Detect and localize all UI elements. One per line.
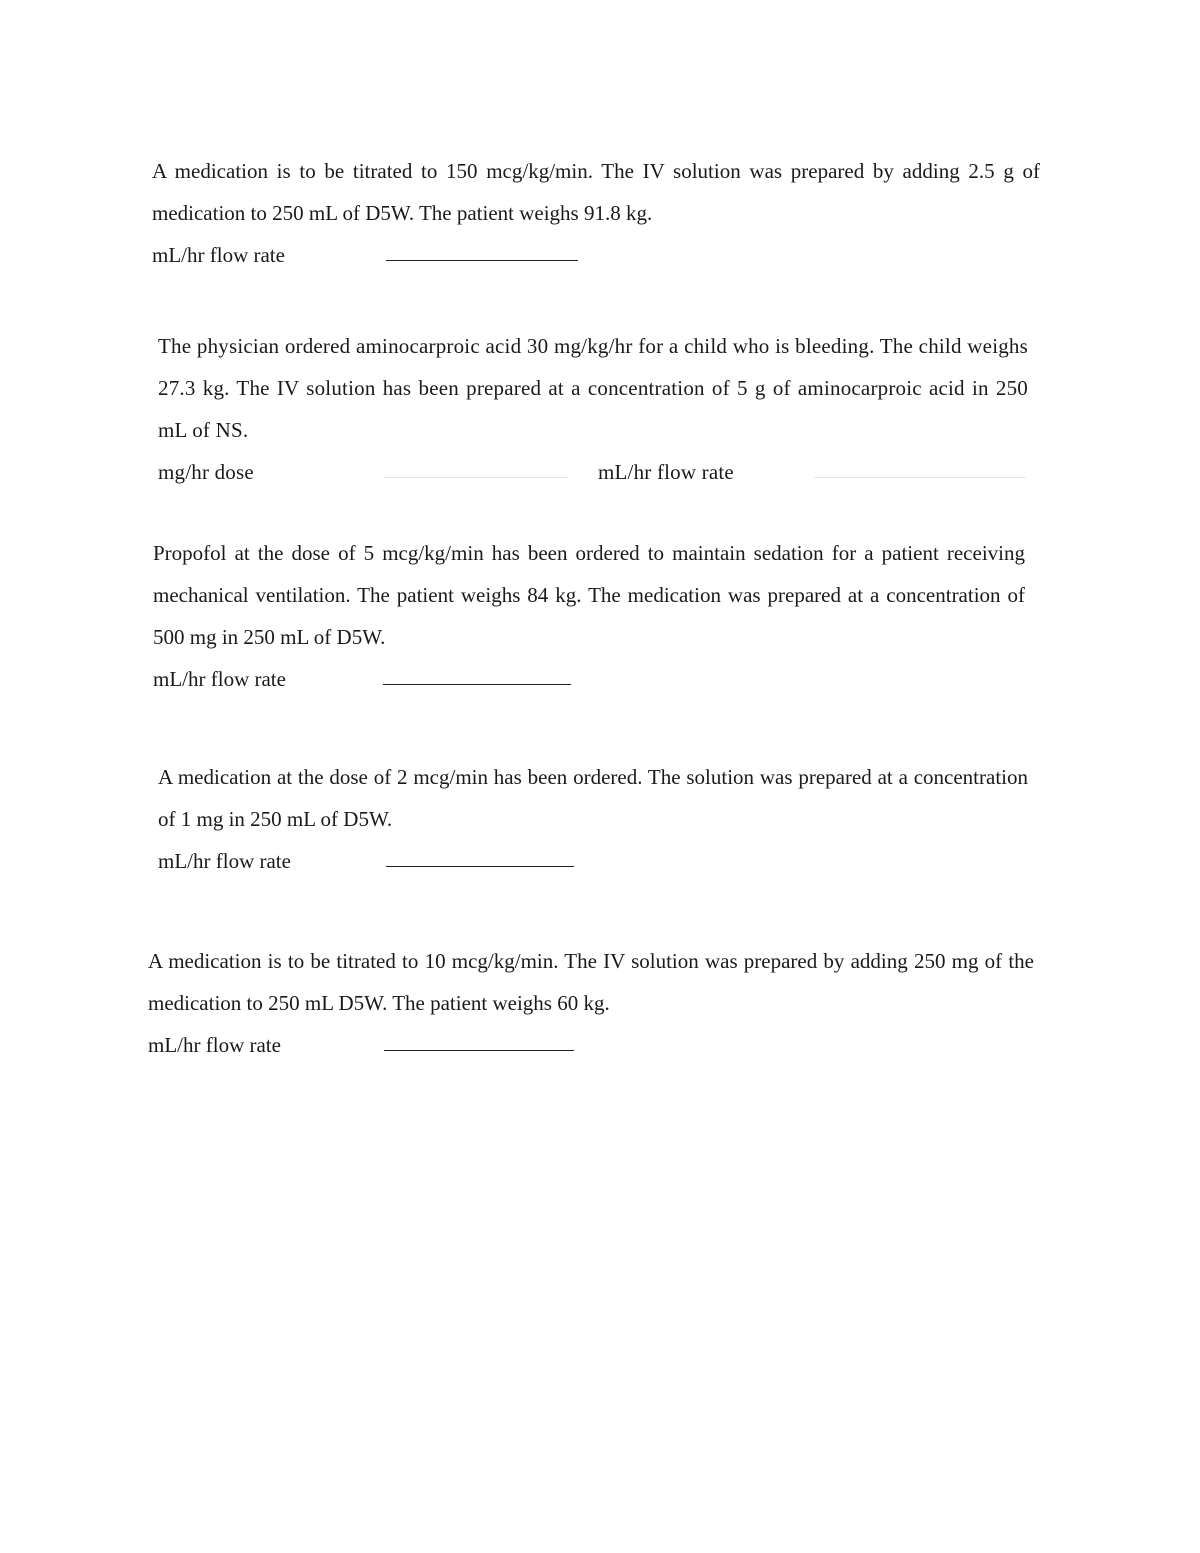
answer-label: mL/hr flow rate [152,243,285,267]
problem-text: Propofol at the dose of 5 mcg/kg/min has been ordered to maintain sedation for a patient receiving mechanical ventilation. The patient weighs 84 kg. The medication was prepared at a concentration of 500 mg in 250 mL of D5W. [153,541,1025,649]
answer-label: mg/hr dose [158,460,254,484]
problem-5 [148,940,1034,1066]
answer-label: mL/hr flow rate [158,849,291,873]
problem-1 [152,150,1040,276]
answer-row [153,658,1025,700]
answer-label: mL/hr flow rate [153,667,286,691]
answer-row [152,234,1040,276]
answer-blank[interactable] [383,684,571,685]
problem-4 [158,756,1028,882]
answer-blank[interactable] [384,1050,574,1051]
answer-blank[interactable] [386,866,574,867]
answer-row [148,1024,1034,1066]
problem-text: A medication at the dose of 2 mcg/min has been ordered. The solution was prepared at a concentration of 1 mg in 250 mL of D5W. [158,765,1028,831]
problem-text: A medication is to be titrated to 150 mcg/kg/min. The IV solution was prepared by adding 2.5 g of medication to 250 mL of D5W. The patient weighs 91.8 kg. [152,159,1040,225]
answer-row [158,840,1028,882]
problem-text: The physician ordered aminocarproic acid 30 mg/kg/hr for a child who is bleeding. The child weighs 27.3 kg. The IV solution has been prepared at a concentration of 5 g of aminocarproic acid in 250 mL of NS. [158,334,1028,442]
answer-blank[interactable] [814,477,1026,478]
problem-3 [153,532,1025,700]
answer-label: mL/hr flow rate [598,460,734,484]
problem-2 [158,325,1028,493]
answer-blank[interactable] [384,477,568,478]
answer-label: mL/hr flow rate [148,1033,281,1057]
answer-row [158,451,1028,493]
answer-blank[interactable] [386,260,578,261]
problem-text: A medication is to be titrated to 10 mcg/kg/min. The IV solution was prepared by adding 250 mg of the medication to 250 mL D5W. The patient weighs 60 kg. [148,949,1034,1015]
